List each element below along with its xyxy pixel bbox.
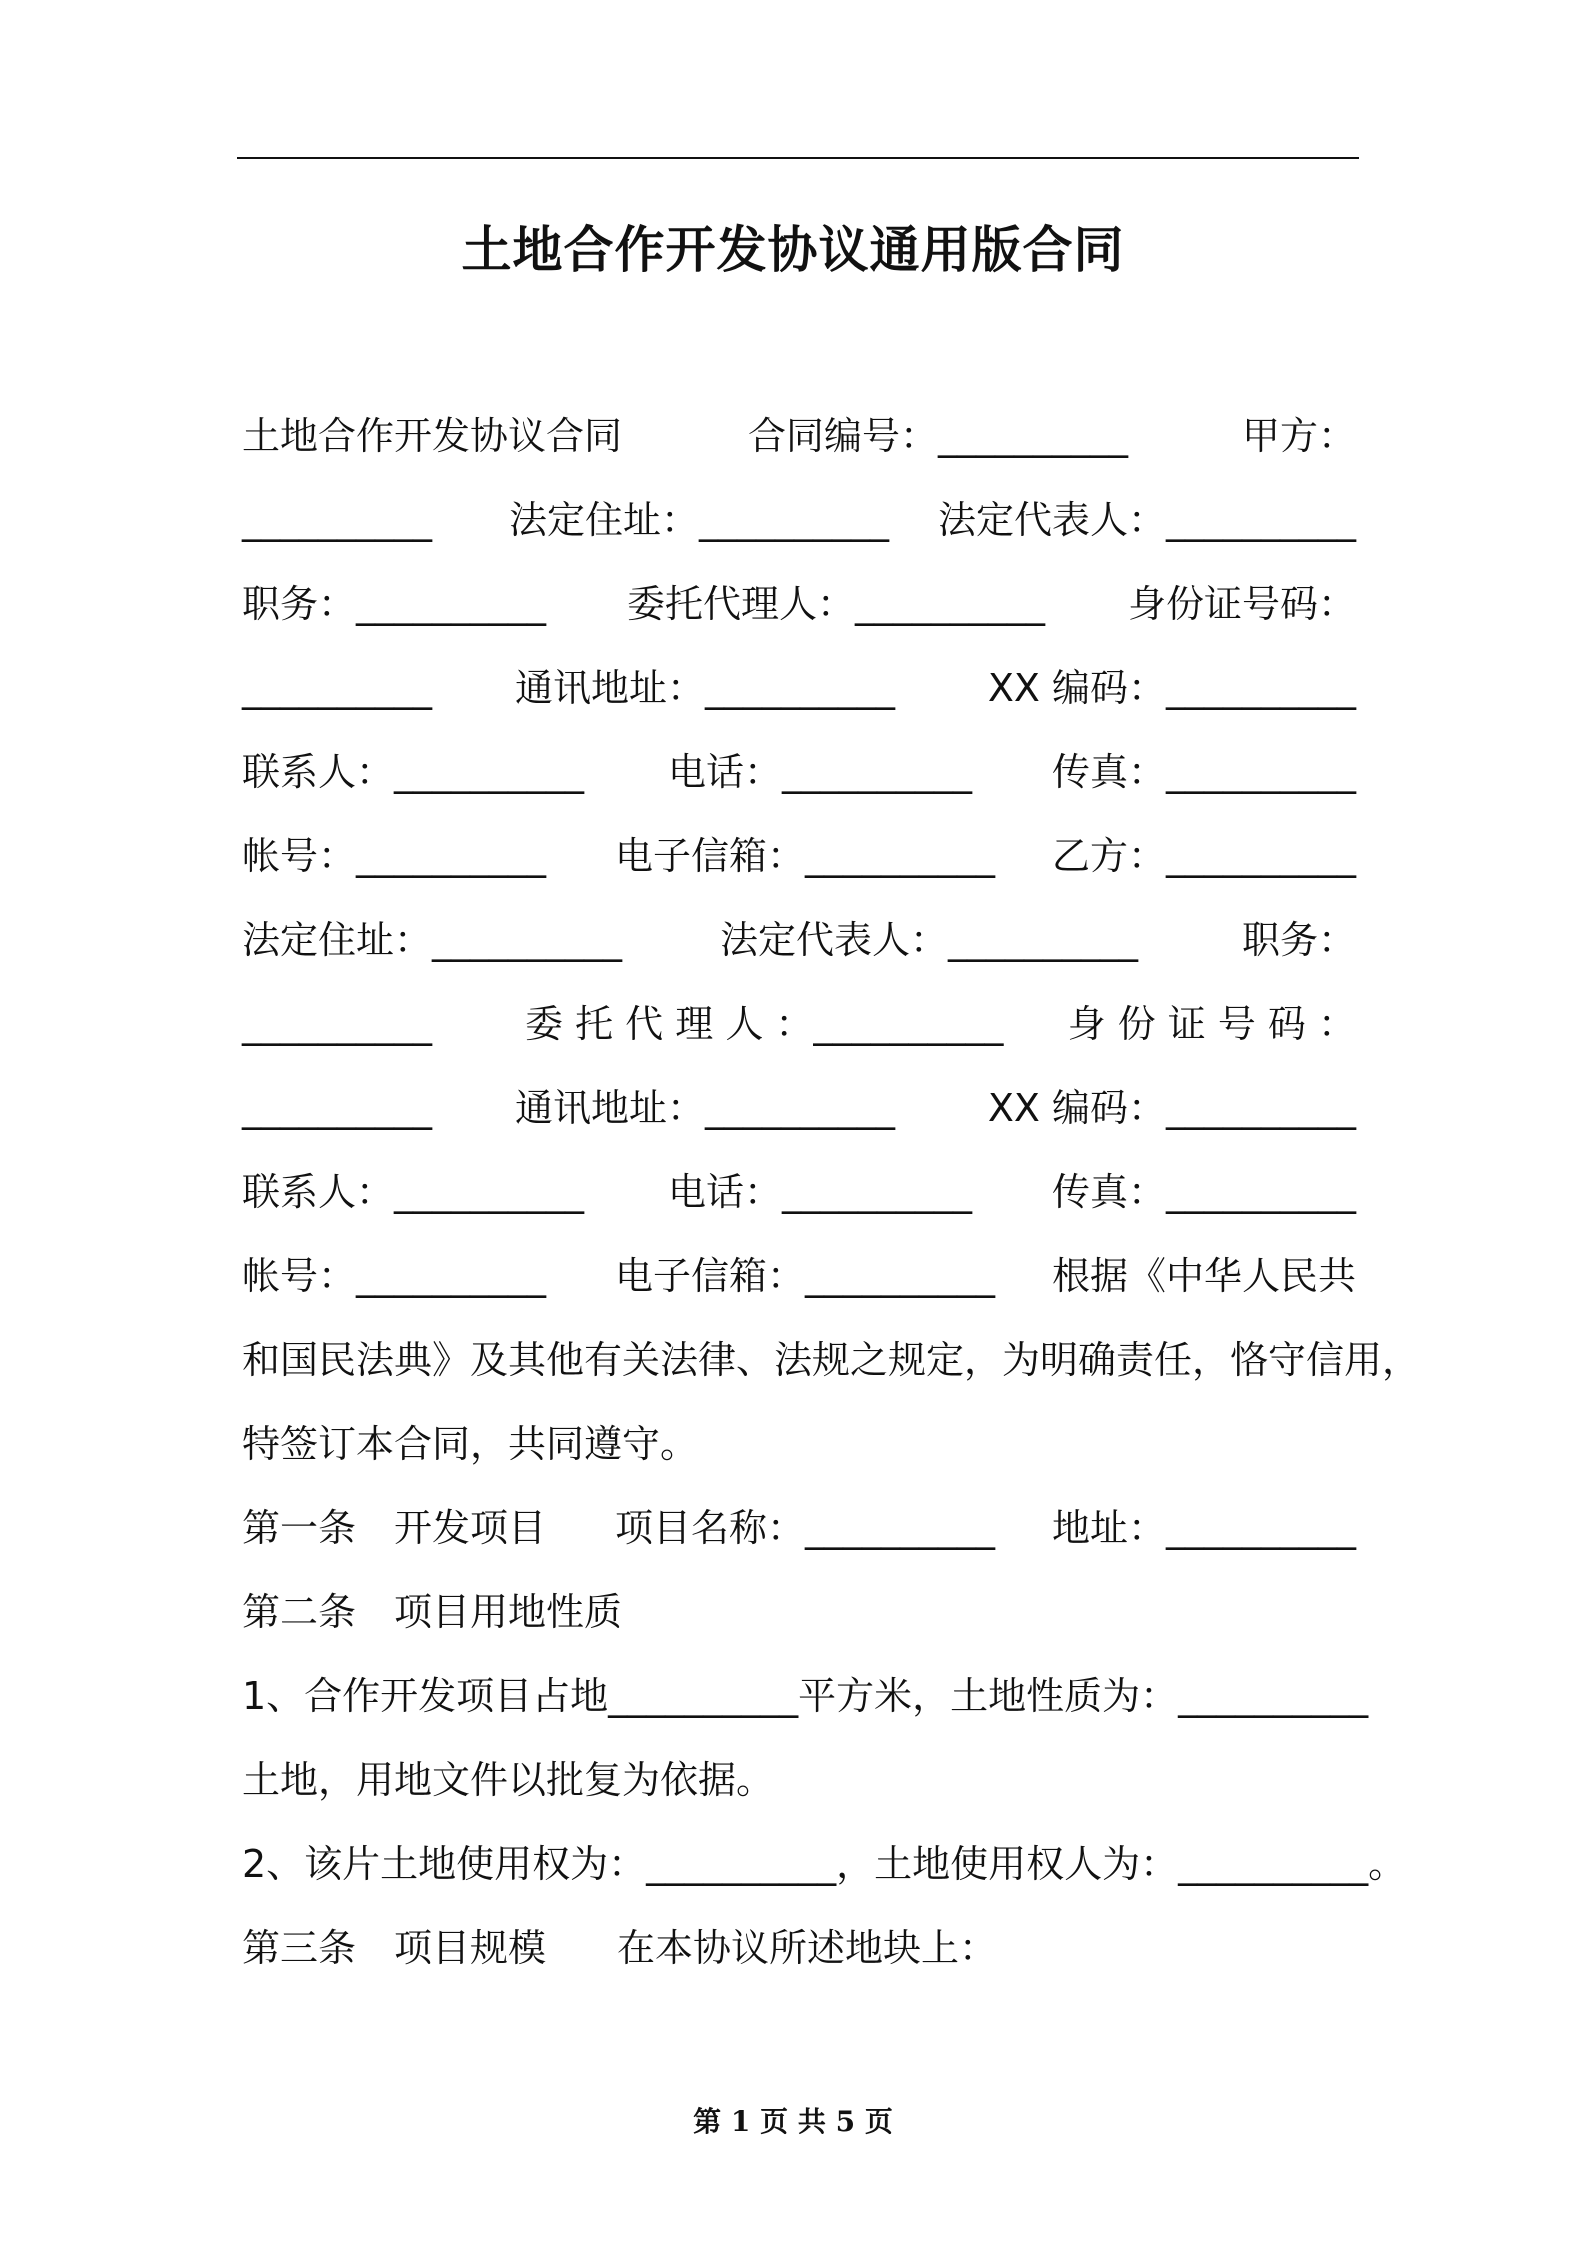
line-text: 第二条 项目用地性质 <box>242 1590 623 1634</box>
line-text: __________ <box>242 498 432 542</box>
line-text: 传真：__________ <box>1051 1170 1356 1214</box>
header-rule <box>237 157 1359 159</box>
line-text: 通讯地址：__________ <box>515 1086 896 1130</box>
body-line <box>242 1498 1356 1558</box>
body-line <box>242 1246 1356 1306</box>
line-text: 传真：__________ <box>1051 750 1356 794</box>
line-text: 委 托 代 理 人 ：__________ <box>525 1002 1004 1046</box>
line-text: 帐号：__________ <box>242 834 547 878</box>
line-text: 电话：__________ <box>668 750 973 794</box>
body-line <box>242 1666 1369 1726</box>
line-text: 联系人：__________ <box>242 1170 585 1214</box>
document-title: 土地合作开发协议通用版合同 <box>461 221 1125 279</box>
line-text: XX 编码：__________ <box>987 666 1356 710</box>
line-text: 帐号：__________ <box>242 1254 547 1298</box>
line-text: 法定住址：__________ <box>509 498 890 542</box>
line-text: XX 编码：__________ <box>987 1086 1356 1130</box>
line-text: 职务： <box>1241 918 1356 962</box>
line-text: 土地合作开发协议合同 <box>242 414 623 458</box>
line-text: 在本协议所述地块上： <box>617 1926 998 1970</box>
line-text: 甲方： <box>1241 414 1356 458</box>
body-line <box>242 1582 1356 1642</box>
line-text: 合同编号：__________ <box>748 414 1129 458</box>
line-text: 第一条 开发项目 <box>242 1506 547 1550</box>
body-line <box>242 658 1356 718</box>
body-line <box>242 994 1356 1054</box>
line-text: 电话：__________ <box>668 1170 973 1214</box>
line-text: 通讯地址：__________ <box>515 666 896 710</box>
line-text: __________ <box>242 1002 432 1046</box>
line-text: 联系人：__________ <box>242 750 585 794</box>
body-line <box>242 1330 1421 1390</box>
line-text: 乙方：__________ <box>1051 834 1356 878</box>
line-text: 法定代表人：__________ <box>937 498 1356 542</box>
body-line <box>242 1162 1356 1222</box>
line-text: 2、该片土地使用权为：__________，土地使用权人为：__________。 <box>242 1842 1407 1886</box>
page-number: 第 1 页 共 5 页 <box>693 2105 893 2138</box>
line-text: 电子信箱：__________ <box>615 834 996 878</box>
body-line <box>242 1078 1356 1138</box>
body-line <box>242 742 1356 802</box>
body-line <box>242 1750 1356 1810</box>
line-text: 根据《中华人民共 <box>1051 1254 1356 1298</box>
line-text: 和国民法典》及其他有关法律、法规之规定，为明确责任，恪守信用， <box>242 1338 1421 1382</box>
line-text: 1、合作开发项目占地__________平方米，土地性质为：__________ <box>242 1674 1369 1718</box>
body-line <box>242 406 1356 466</box>
line-text: 特签订本合同，共同遵守。 <box>242 1422 699 1466</box>
line-text: __________ <box>242 666 432 710</box>
line-text: 委托代理人：__________ <box>627 582 1046 626</box>
line-text: 第三条 项目规模 <box>242 1926 547 1970</box>
line-text: 电子信箱：__________ <box>615 1254 996 1298</box>
line-text: 法定代表人：__________ <box>720 918 1139 962</box>
line-text: 身 份 证 号 码 ： <box>1067 1002 1356 1046</box>
body-line <box>242 826 1356 886</box>
body-line <box>242 1918 1356 1978</box>
line-text: 项目名称：__________ <box>615 1506 996 1550</box>
line-text: 地址：__________ <box>1051 1506 1356 1550</box>
body-line <box>242 1834 1407 1894</box>
line-text: 身份证号码： <box>1127 582 1356 626</box>
body-line <box>242 1414 1356 1474</box>
body-line <box>242 574 1356 634</box>
line-text: 职务：__________ <box>242 582 547 626</box>
body-line <box>242 490 1356 550</box>
body-line <box>242 910 1356 970</box>
line-text: 土地，用地文件以批复为依据。 <box>242 1758 775 1802</box>
line-text: 法定住址：__________ <box>242 918 623 962</box>
line-text: __________ <box>242 1086 432 1130</box>
